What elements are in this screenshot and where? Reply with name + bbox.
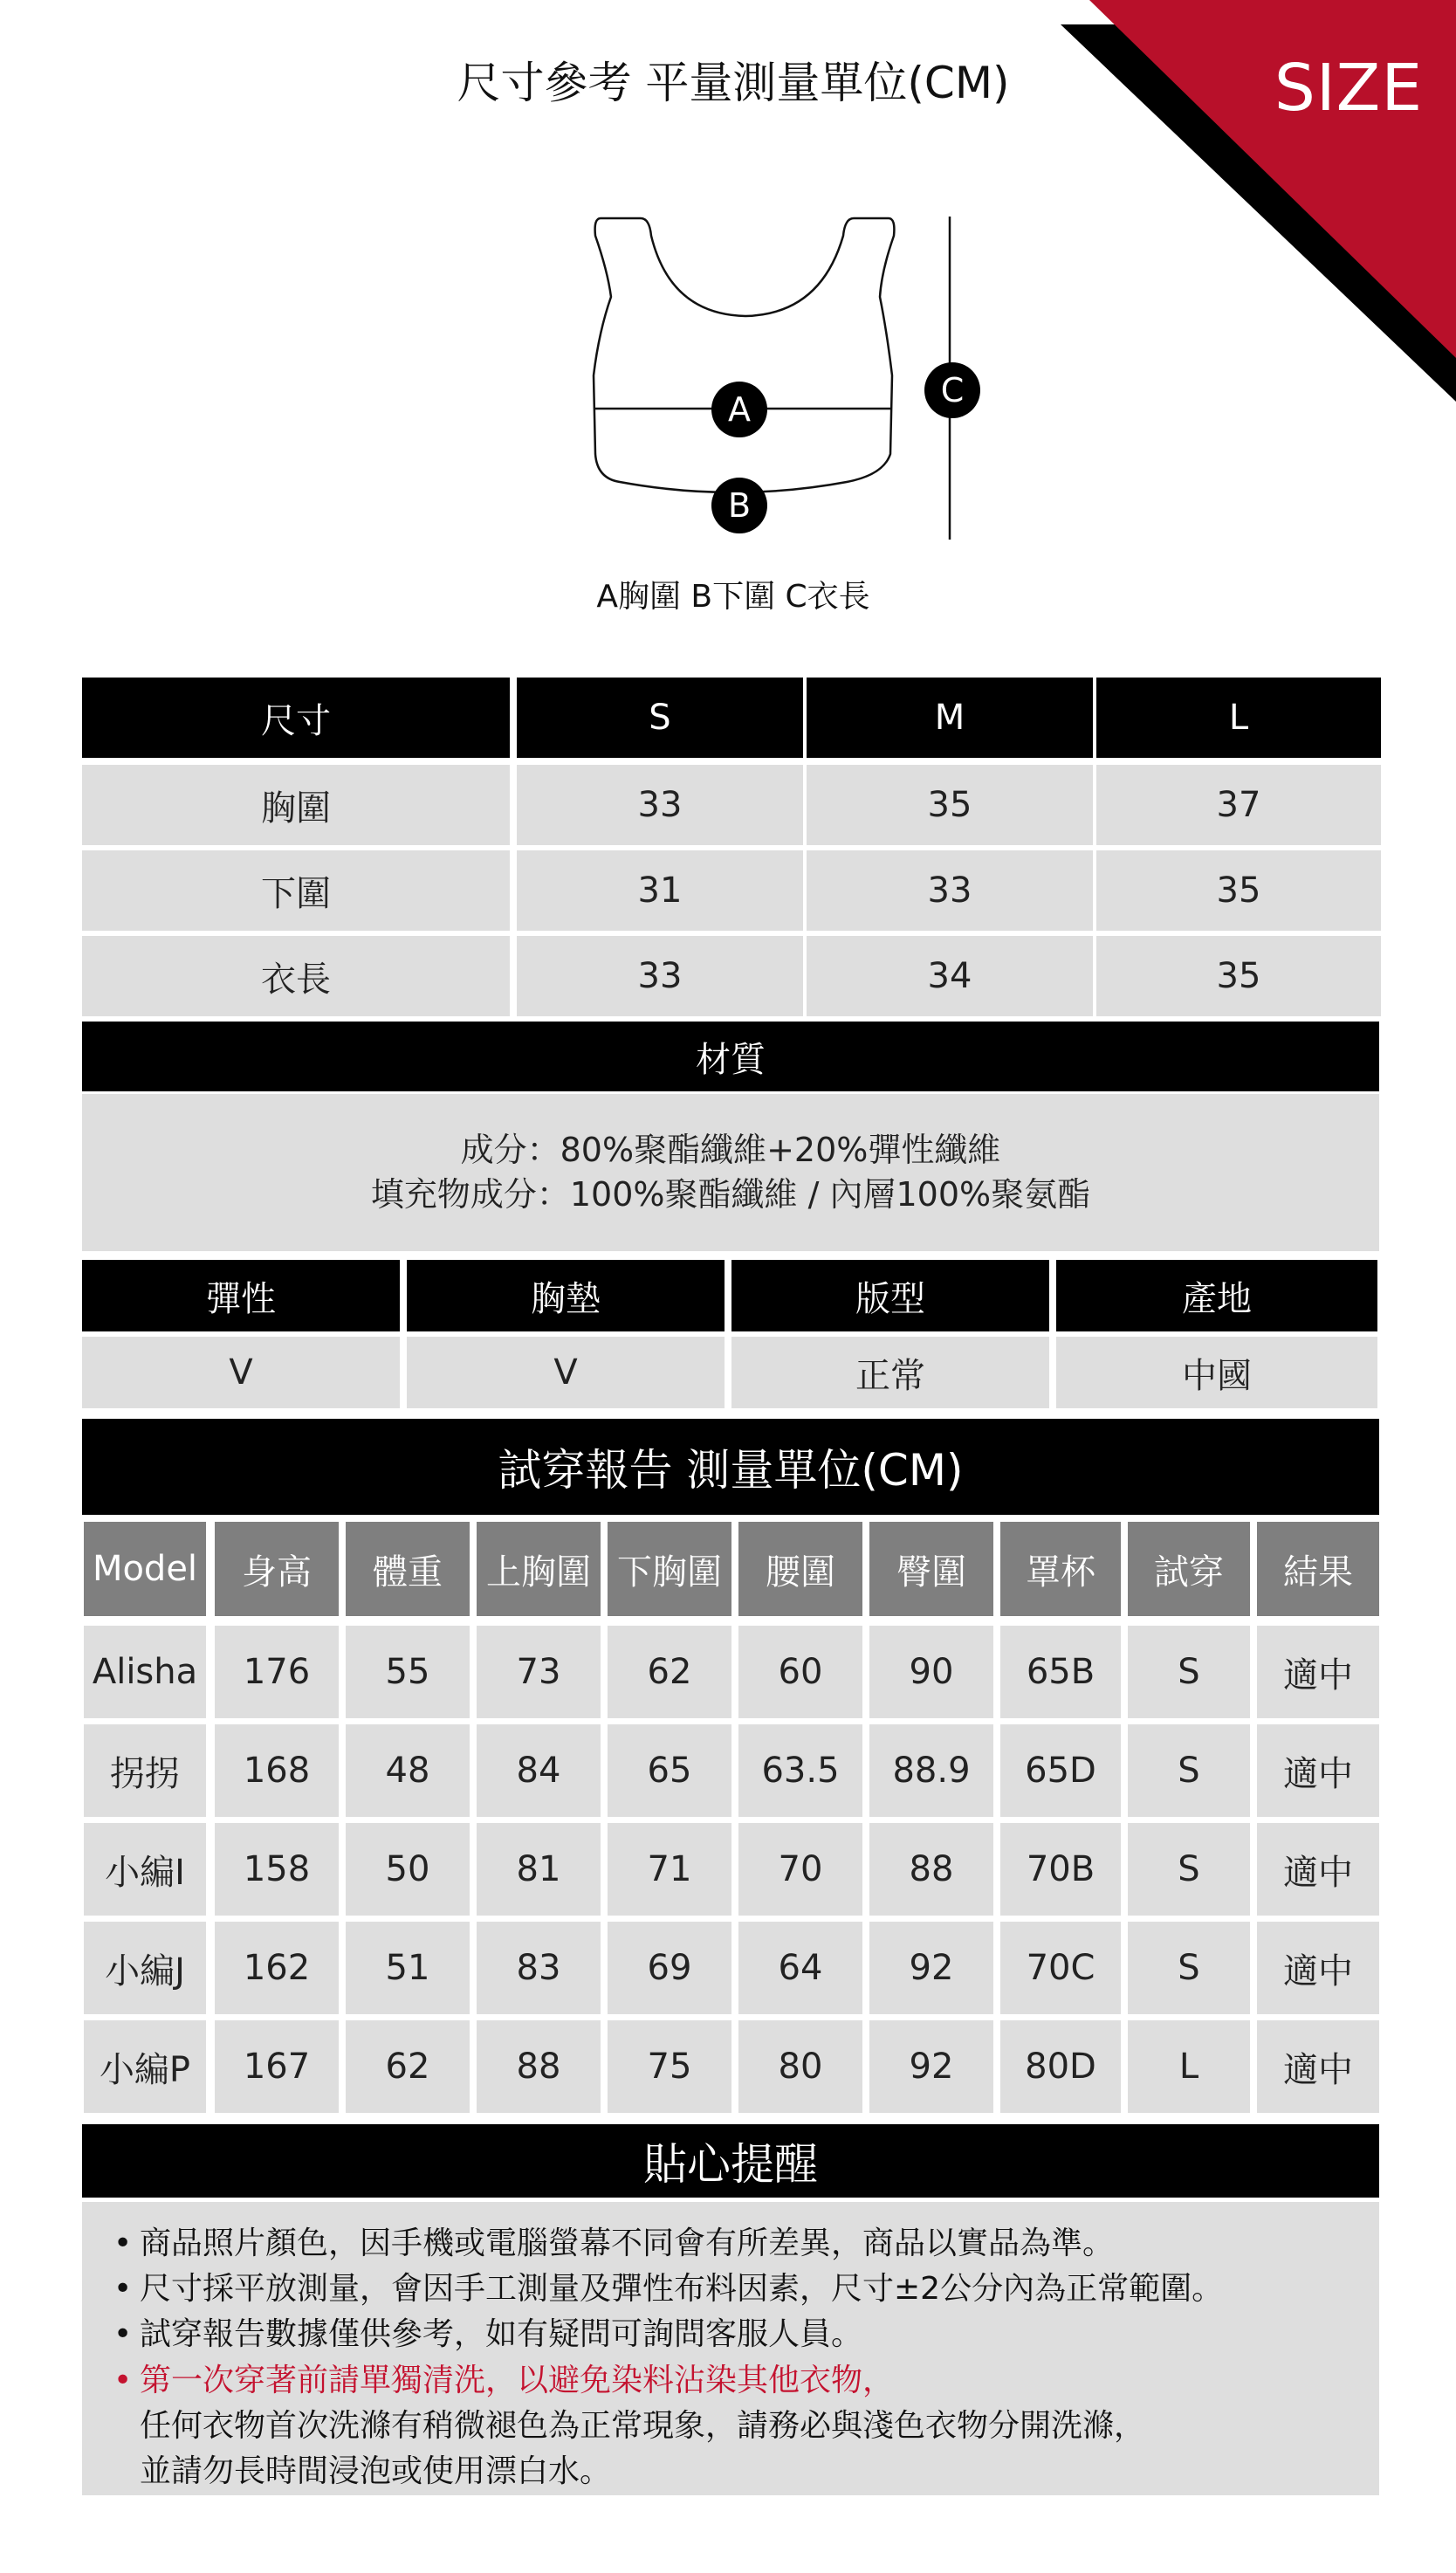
material-line-1: 成分：80%聚酯纖維+20%彈性纖維 — [460, 1130, 1001, 1169]
note-item — [113, 2221, 1379, 2267]
fit-cell: 158 — [215, 1823, 339, 1916]
note-item — [113, 2267, 1379, 2312]
diagram-caption: A胸圍 B下圍 C衣長 — [596, 579, 870, 615]
fit-model-name: 小編P — [84, 2020, 206, 2113]
fit-cell: 84 — [477, 1724, 601, 1817]
fit-cell: S — [1128, 1724, 1250, 1817]
wash-warning-line-2: 任何衣物首次洗滌有稍微褪色為正常現象，請務必與淺色衣物分開洗滌， — [140, 2407, 1146, 2444]
size-row-label: 下圍 — [82, 850, 510, 931]
fit-col-header: Model — [84, 1522, 206, 1616]
fit-cell: 適中 — [1257, 2020, 1379, 2113]
note-text: 尺寸採平放測量，會因手工測量及彈性布料因素，尺寸±2公分內為正常範圍。 — [140, 2271, 1224, 2308]
size-cell: 31 — [517, 850, 803, 931]
page-title: 尺寸參考 平量測量單位(CM) — [457, 58, 1010, 108]
fit-cell: 60 — [738, 1626, 862, 1718]
garment-diagram — [559, 201, 978, 550]
fit-cell: S — [1128, 1922, 1250, 2014]
fit-cell: S — [1128, 1626, 1250, 1718]
fit-cell: 81 — [477, 1823, 601, 1916]
fit-cell: 168 — [215, 1724, 339, 1817]
fit-cell: 69 — [608, 1922, 731, 2014]
fit-cell: 64 — [738, 1922, 862, 2014]
fit-cell: 62 — [608, 1626, 731, 1718]
size-col-m: M — [807, 678, 1093, 758]
fit-col-header: 臀圍 — [869, 1522, 993, 1616]
feature-value-padding: V — [407, 1337, 725, 1408]
marker-b — [711, 478, 767, 533]
fit-col-header: 下胸圍 — [608, 1522, 731, 1616]
fit-col-header: 結果 — [1257, 1522, 1379, 1616]
feature-value-fit: 正常 — [731, 1337, 1049, 1408]
size-cell: 35 — [1096, 850, 1381, 931]
fit-cell: 50 — [346, 1823, 470, 1916]
size-cell: 33 — [517, 765, 803, 845]
fit-col-header: 體重 — [346, 1522, 470, 1616]
fit-cell: 70B — [1000, 1823, 1121, 1916]
fit-cell: 51 — [346, 1922, 470, 2014]
fit-cell: 73 — [477, 1626, 601, 1718]
size-cell: 33 — [807, 850, 1093, 931]
feature-value-origin: 中國 — [1056, 1337, 1377, 1408]
fit-cell: 70 — [738, 1823, 862, 1916]
fit-cell: 55 — [346, 1626, 470, 1718]
size-cell: 33 — [517, 936, 803, 1016]
fit-cell: 92 — [869, 2020, 993, 2113]
feature-header-origin: 產地 — [1056, 1260, 1377, 1331]
size-cell: 37 — [1096, 765, 1381, 845]
size-cell: 35 — [1096, 936, 1381, 1016]
feature-value-elasticity: V — [82, 1337, 400, 1408]
fit-model-name: Alisha — [84, 1626, 206, 1718]
fit-cell: 83 — [477, 1922, 601, 2014]
material-box — [82, 1094, 1379, 1251]
fit-cell: 65B — [1000, 1626, 1121, 1718]
marker-b-label: B — [727, 486, 752, 525]
fit-col-header: 罩杯 — [1000, 1522, 1121, 1616]
fit-col-header: 腰圍 — [738, 1522, 862, 1616]
fit-cell: 75 — [608, 2020, 731, 2113]
fit-cell: L — [1128, 2020, 1250, 2113]
fit-col-header: 身高 — [215, 1522, 339, 1616]
fit-cell: 167 — [215, 2020, 339, 2113]
fit-cell: 71 — [608, 1823, 731, 1916]
fit-col-header: 上胸圍 — [477, 1522, 601, 1616]
marker-c-label: C — [940, 371, 965, 409]
fit-cell: 162 — [215, 1922, 339, 2014]
feature-header-padding: 胸墊 — [407, 1260, 725, 1331]
fit-model-name: 拐拐 — [84, 1724, 206, 1817]
size-col-s: S — [517, 678, 803, 758]
fit-cell: 88 — [869, 1823, 993, 1916]
fit-cell: 62 — [346, 2020, 470, 2113]
size-col-l: L — [1096, 678, 1381, 758]
material-line-2: 填充物成分：100%聚酯纖維 / 內層100%聚氨酯 — [370, 1175, 1091, 1214]
fit-model-name: 小編I — [84, 1823, 206, 1916]
fit-cell: 適中 — [1257, 1626, 1379, 1718]
fit-cell: 48 — [346, 1724, 470, 1817]
note-item — [113, 2358, 1379, 2404]
fit-cell: 176 — [215, 1626, 339, 1718]
size-cell: 34 — [807, 936, 1093, 1016]
notes-box — [82, 2202, 1379, 2495]
bullet-icon: • — [113, 2271, 133, 2308]
fit-report-heading: 試穿報告 測量單位(CM) — [82, 1419, 1379, 1515]
bullet-icon: • — [113, 2316, 133, 2353]
feature-header-fit: 版型 — [731, 1260, 1049, 1331]
bullet-icon: • — [113, 2362, 133, 2398]
fit-cell: 適中 — [1257, 1724, 1379, 1817]
size-tag: SIZE — [1274, 51, 1424, 126]
fit-cell: 63.5 — [738, 1724, 862, 1817]
fit-cell: 65 — [608, 1724, 731, 1817]
fit-cell: 適中 — [1257, 1922, 1379, 2014]
fit-cell: 88.9 — [869, 1724, 993, 1817]
fit-col-header: 試穿 — [1128, 1522, 1250, 1616]
size-row-label: 衣長 — [82, 936, 510, 1016]
fit-cell: S — [1128, 1823, 1250, 1916]
wash-warning: 第一次穿著前請單獨清洗，以避免染料沾染其他衣物， — [140, 2362, 895, 2398]
feature-header-elasticity: 彈性 — [82, 1260, 400, 1331]
bullet-icon: • — [113, 2226, 133, 2261]
marker-c — [924, 362, 980, 418]
notes-heading: 貼心提醒 — [82, 2124, 1379, 2198]
wash-warning-line-3: 並請勿長時間浸泡或使用漂白水。 — [140, 2453, 612, 2489]
size-cell: 35 — [807, 765, 1093, 845]
fit-cell: 70C — [1000, 1922, 1121, 2014]
fit-cell: 90 — [869, 1626, 993, 1718]
note-item — [113, 2312, 1379, 2357]
size-row-label: 胸圍 — [82, 765, 510, 845]
fit-cell: 88 — [477, 2020, 601, 2113]
material-heading: 材質 — [82, 1022, 1379, 1091]
fit-model-name: 小編J — [84, 1922, 206, 2014]
note-text: 商品照片顏色，因手機或電腦螢幕不同會有所差異，商品以實品為準。 — [140, 2226, 1115, 2261]
fit-cell: 92 — [869, 1922, 993, 2014]
fit-cell: 80 — [738, 2020, 862, 2113]
fit-cell: 適中 — [1257, 1823, 1379, 1916]
marker-a — [711, 382, 767, 437]
size-col-header: 尺寸 — [82, 678, 510, 758]
fit-cell: 80D — [1000, 2020, 1121, 2113]
note-text: 試穿報告數據僅供參考，如有疑問可詢問客服人員。 — [140, 2316, 863, 2353]
marker-a-label: A — [728, 390, 751, 429]
fit-cell: 65D — [1000, 1724, 1121, 1817]
